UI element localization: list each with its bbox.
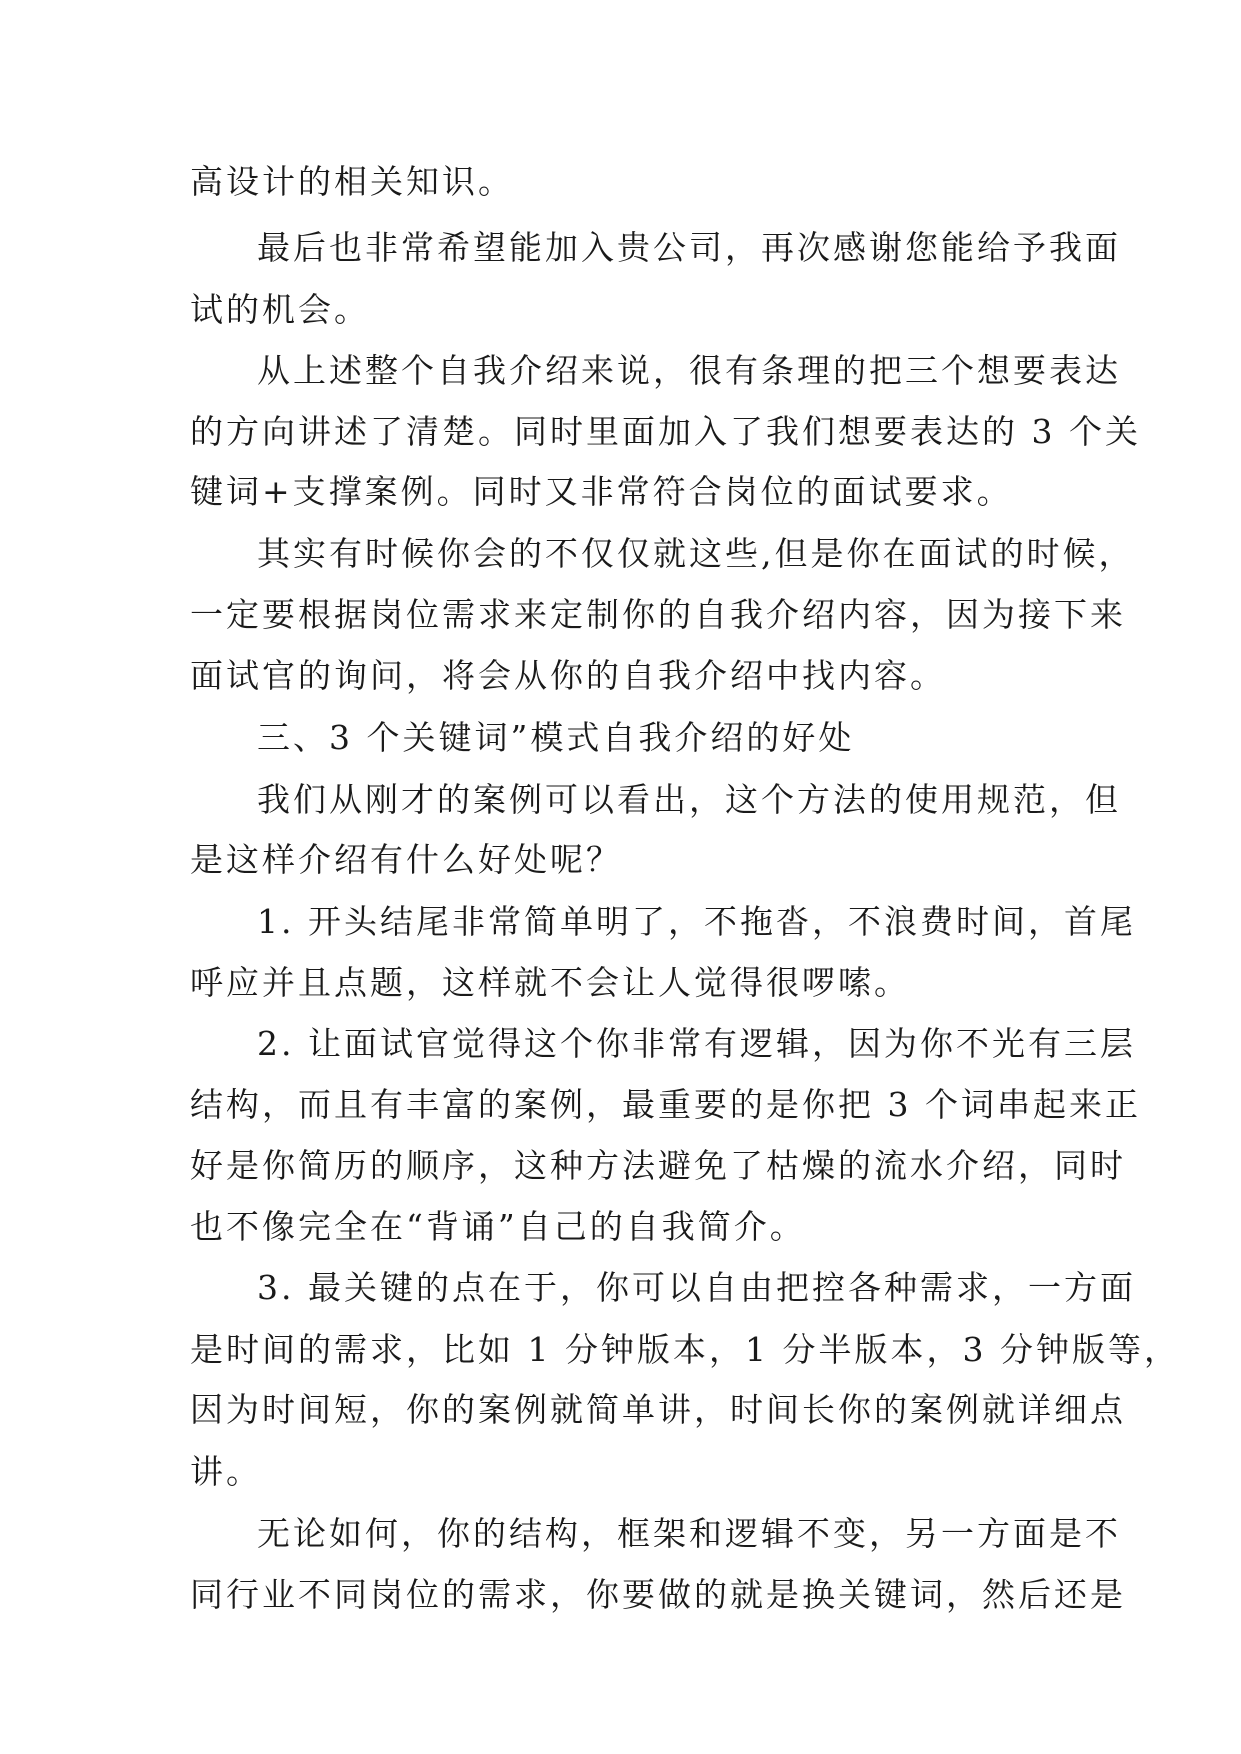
text-line: 的方向讲述了清楚。同时里面加入了我们想要表达的 3 个关 xyxy=(190,412,1141,451)
section-heading: 三、3 个关键词”模式自我介绍的好处 xyxy=(257,718,855,757)
text-line: 试的机会。 xyxy=(190,290,370,329)
text-line: 也不像完全在“背诵”自己的自我简介。 xyxy=(190,1207,806,1246)
text-line: 是时间的需求，比如 1 分钟版本，1 分半版本，3 分钟版等， xyxy=(190,1330,1180,1369)
text-line: 讲。 xyxy=(190,1452,262,1491)
text-line: 面试官的询问，将会从你的自我介绍中找内容。 xyxy=(190,656,946,695)
list-item-3: 3. 最关键的点在于，你可以自由把控各种需求，一方面 xyxy=(257,1268,1136,1307)
text-line: 最后也非常希望能加入贵公司，再次感谢您能给予我面 xyxy=(257,228,1121,267)
text-line: 结构，而且有丰富的案例，最重要的是你把 3 个词串起来正 xyxy=(190,1085,1141,1124)
text-line: 同行业不同岗位的需求，你要做的就是换关键词，然后还是 xyxy=(190,1575,1126,1614)
text-line: 高设计的相关知识。 xyxy=(190,162,514,201)
text-line: 好是你简历的顺序，这种方法避免了枯燥的流水介绍，同时 xyxy=(190,1146,1126,1185)
text-line: 无论如何，你的结构，框架和逻辑不变，另一方面是不 xyxy=(257,1514,1121,1553)
text-line: 其实有时候你会的不仅仅就这些,但是你在面试的时候， xyxy=(257,534,1135,573)
text-line: 呼应并且点题，这样就不会让人觉得很啰嗦。 xyxy=(190,963,910,1002)
list-item-2: 2. 让面试官觉得这个你非常有逻辑，因为你不光有三层 xyxy=(257,1024,1136,1063)
text-line: 从上述整个自我介绍来说，很有条理的把三个想要表达 xyxy=(257,351,1121,390)
text-line: 我们从刚才的案例可以看出，这个方法的使用规范，但 xyxy=(257,780,1121,819)
text-line: 是这样介绍有什么好处呢？ xyxy=(190,840,622,879)
list-item-1: 1. 开头结尾非常简单明了，不拖沓，不浪费时间，首尾 xyxy=(257,902,1136,941)
text-line: 键词+支撑案例。同时又非常符合岗位的面试要求。 xyxy=(190,472,1013,511)
text-line: 一定要根据岗位需求来定制你的自我介绍内容，因为接下来 xyxy=(190,595,1126,634)
text-line: 因为时间短，你的案例就简单讲，时间长你的案例就详细点 xyxy=(190,1390,1126,1429)
